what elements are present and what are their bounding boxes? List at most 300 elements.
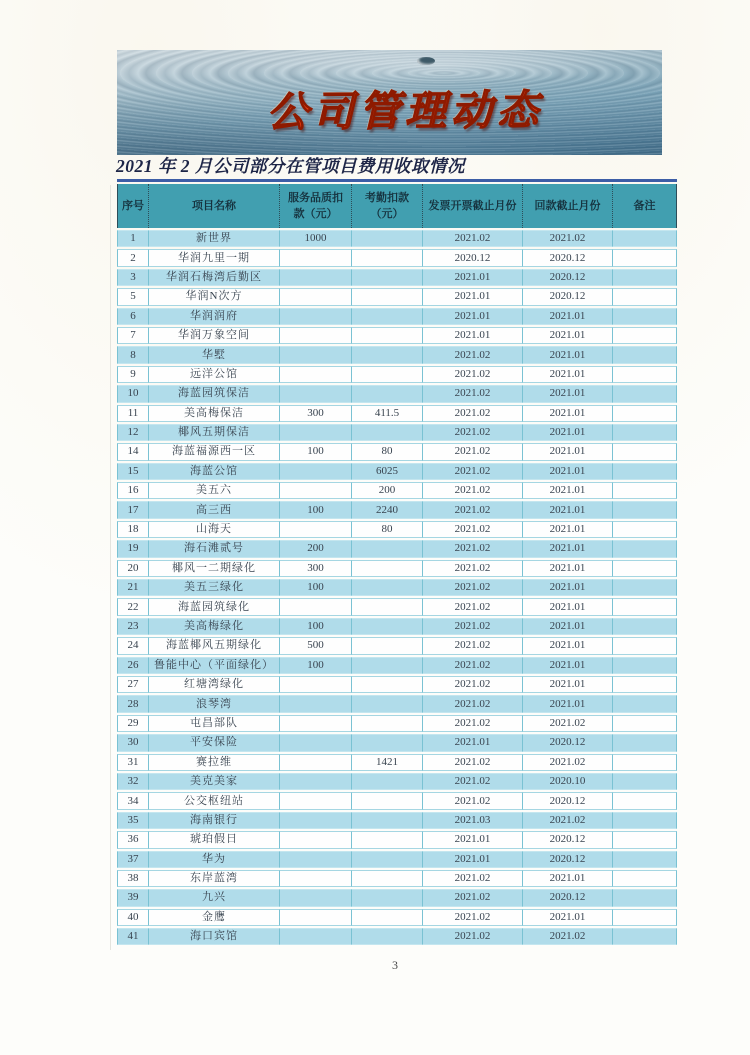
table-cell: 华润润府	[149, 308, 280, 325]
table-cell: 200	[352, 482, 423, 499]
table-cell	[352, 269, 423, 286]
table-cell: 2021.02	[423, 521, 523, 538]
table-cell	[613, 521, 677, 538]
table-cell: 2020.12	[523, 889, 613, 906]
table-cell: 2021.01	[523, 579, 613, 596]
table-row	[117, 463, 677, 480]
table-cell: 东岸蓝湾	[149, 870, 280, 887]
page-number: 3	[392, 958, 398, 972]
table-cell	[613, 385, 677, 402]
table-row	[117, 618, 677, 635]
table-cell: 红塘湾绿化	[149, 676, 280, 693]
table-cell: 赛拉维	[149, 754, 280, 771]
table-cell: 琥珀假日	[149, 831, 280, 848]
table-cell	[280, 792, 352, 809]
table-cell: 2021.02	[423, 637, 523, 654]
table-cell: 华润万象空间	[149, 327, 280, 344]
table-cell	[613, 230, 677, 247]
table-cell: 2021.02	[423, 463, 523, 480]
table-cell	[280, 754, 352, 771]
table-cell	[613, 269, 677, 286]
table-cell	[280, 676, 352, 693]
table-cell: 2021.01	[523, 598, 613, 615]
table-cell	[280, 870, 352, 887]
table-cell	[280, 463, 352, 480]
table-cell: 500	[280, 637, 352, 654]
table-cell: 2021.01	[523, 385, 613, 402]
table-cell: 37	[117, 851, 149, 868]
page-heading: 2021 年 2 月公司部分在管项目费用收取情况	[116, 156, 465, 176]
table-cell: 100	[280, 618, 352, 635]
table-cell: 2020.12	[523, 792, 613, 809]
table-cell: 38	[117, 870, 149, 887]
table-cell: 2021.02	[423, 560, 523, 577]
table-cell: 34	[117, 792, 149, 809]
table-cell: 100	[280, 501, 352, 518]
table-cell: 美克美家	[149, 773, 280, 790]
table-row	[117, 754, 677, 771]
table-cell	[280, 773, 352, 790]
table-row	[117, 695, 677, 712]
table-cell: 100	[280, 579, 352, 596]
table-cell: 3	[117, 269, 149, 286]
table-cell: 2021.01	[523, 695, 613, 712]
table-cell: 美高梅绿化	[149, 618, 280, 635]
table-cell: 6025	[352, 463, 423, 480]
table-cell: 22	[117, 598, 149, 615]
table-cell: 200	[280, 540, 352, 557]
column-header: 备注	[613, 184, 677, 228]
table-cell: 31	[117, 754, 149, 771]
table-cell	[613, 928, 677, 945]
table-row	[117, 773, 677, 790]
table-cell: 2021.01	[523, 560, 613, 577]
banner-title: 公司管理动态	[266, 86, 544, 136]
table-cell	[352, 424, 423, 441]
table-cell	[613, 346, 677, 363]
table-cell	[613, 734, 677, 751]
table-row	[117, 851, 677, 868]
table-row	[117, 230, 677, 247]
table-cell	[352, 734, 423, 751]
table-row	[117, 269, 677, 286]
column-header: 发票开票截止月份	[423, 184, 523, 228]
table-cell: 华墅	[149, 346, 280, 363]
table-cell: 26	[117, 657, 149, 674]
table-cell: 300	[280, 405, 352, 422]
table-cell	[352, 560, 423, 577]
table-cell	[352, 327, 423, 344]
table-row	[117, 676, 677, 693]
table-cell	[352, 909, 423, 926]
column-header: 服务品质扣款（元）	[280, 184, 352, 228]
table-cell	[352, 288, 423, 305]
table-row	[117, 598, 677, 615]
table-cell: 2021.02	[423, 598, 523, 615]
table-cell	[352, 851, 423, 868]
table-row	[117, 734, 677, 751]
table-cell: 2020.12	[523, 249, 613, 266]
table-cell: 18	[117, 521, 149, 538]
table-cell	[352, 366, 423, 383]
table-cell: 2021.01	[423, 831, 523, 848]
table-cell: 2021.02	[423, 676, 523, 693]
table-cell: 2021.01	[523, 405, 613, 422]
table-row	[117, 308, 677, 325]
table-cell: 2021.01	[523, 482, 613, 499]
table-cell	[280, 366, 352, 383]
table-cell: 28	[117, 695, 149, 712]
table-cell	[613, 443, 677, 460]
table-cell	[613, 288, 677, 305]
table-row	[117, 928, 677, 945]
table-cell: 海蓝公馆	[149, 463, 280, 480]
table-cell: 浪琴湾	[149, 695, 280, 712]
table-cell: 2020.10	[523, 773, 613, 790]
table-cell: 九兴	[149, 889, 280, 906]
table-cell	[280, 249, 352, 266]
table-cell: 2021.02	[423, 754, 523, 771]
table-cell: 2021.01	[423, 734, 523, 751]
table-row	[117, 249, 677, 266]
table-cell: 2021.02	[423, 366, 523, 383]
table-cell: 2021.01	[523, 443, 613, 460]
table-row	[117, 521, 677, 538]
table-cell: 2021.02	[523, 230, 613, 247]
table-cell: 华润N次方	[149, 288, 280, 305]
table-cell: 海石滩贰号	[149, 540, 280, 557]
table-cell: 2021.02	[423, 909, 523, 926]
table-row	[117, 831, 677, 848]
table-cell	[613, 618, 677, 635]
table-cell: 2020.12	[523, 734, 613, 751]
table-cell	[352, 618, 423, 635]
table-cell: 2021.02	[523, 754, 613, 771]
table-cell	[613, 695, 677, 712]
table-cell: 华润九里一期	[149, 249, 280, 266]
table-cell	[613, 482, 677, 499]
table-cell: 2021.02	[423, 695, 523, 712]
table-cell	[280, 734, 352, 751]
table-cell: 鲁能中心（平面绿化）	[149, 657, 280, 674]
table-cell: 金鹰	[149, 909, 280, 926]
table-cell	[280, 288, 352, 305]
table-cell: 2021.01	[523, 308, 613, 325]
table-cell	[280, 424, 352, 441]
table-cell	[352, 676, 423, 693]
table-cell: 14	[117, 443, 149, 460]
table-cell: 5	[117, 288, 149, 305]
table-cell: 2021.02	[423, 928, 523, 945]
table-cell: 1421	[352, 754, 423, 771]
table-cell	[613, 676, 677, 693]
table-cell: 2021.01	[523, 618, 613, 635]
table-row	[117, 870, 677, 887]
table-cell: 2021.02	[423, 482, 523, 499]
table-cell: 41	[117, 928, 149, 945]
table-row	[117, 366, 677, 383]
table-cell: 1000	[280, 230, 352, 247]
table-cell: 2021.01	[423, 308, 523, 325]
table-cell: 2021.01	[523, 909, 613, 926]
table-cell: 2021.01	[423, 851, 523, 868]
table-cell	[280, 909, 352, 926]
table-cell	[613, 657, 677, 674]
table-cell	[280, 482, 352, 499]
table-cell	[280, 812, 352, 829]
table-cell: 2021.01	[523, 327, 613, 344]
table-cell	[352, 637, 423, 654]
table-cell: 300	[280, 560, 352, 577]
table-cell: 海南银行	[149, 812, 280, 829]
table-cell: 2	[117, 249, 149, 266]
table-cell	[352, 385, 423, 402]
table-cell: 山海天	[149, 521, 280, 538]
table-row	[117, 443, 677, 460]
column-header: 序号	[117, 184, 149, 228]
table-cell	[613, 754, 677, 771]
table-cell	[280, 521, 352, 538]
table-cell: 9	[117, 366, 149, 383]
table-cell: 2021.01	[523, 521, 613, 538]
table-cell	[280, 889, 352, 906]
table-cell	[613, 560, 677, 577]
table-row	[117, 424, 677, 441]
table-cell: 2021.03	[423, 812, 523, 829]
table-row	[117, 560, 677, 577]
table-cell: 美高梅保洁	[149, 405, 280, 422]
table-cell	[352, 889, 423, 906]
table-cell: 2021.01	[523, 463, 613, 480]
table-cell: 平安保险	[149, 734, 280, 751]
table-cell	[613, 405, 677, 422]
table-cell	[352, 598, 423, 615]
table-cell: 2021.01	[423, 288, 523, 305]
table-row	[117, 288, 677, 305]
table-cell: 2021.02	[423, 424, 523, 441]
table-cell: 2021.02	[523, 928, 613, 945]
table-cell	[352, 540, 423, 557]
table-cell: 8	[117, 346, 149, 363]
table-row	[117, 792, 677, 809]
water-droplet-icon	[417, 57, 435, 65]
table-row	[117, 405, 677, 422]
table-cell	[352, 928, 423, 945]
table-cell: 39	[117, 889, 149, 906]
table-header-row	[117, 184, 677, 228]
table-cell: 6	[117, 308, 149, 325]
table-cell: 华为	[149, 851, 280, 868]
table-cell	[352, 308, 423, 325]
table-cell	[280, 327, 352, 344]
table-cell: 椰风一二期绿化	[149, 560, 280, 577]
table-cell	[280, 346, 352, 363]
table-row	[117, 540, 677, 557]
table-cell: 2021.01	[523, 540, 613, 557]
table-cell: 2021.02	[423, 405, 523, 422]
table-cell	[613, 870, 677, 887]
table-cell: 36	[117, 831, 149, 848]
table-cell	[613, 637, 677, 654]
table-cell	[613, 501, 677, 518]
table-cell: 海蓝园筑保洁	[149, 385, 280, 402]
table-cell: 100	[280, 657, 352, 674]
table-cell	[352, 773, 423, 790]
table-cell	[613, 889, 677, 906]
table-cell: 新世界	[149, 230, 280, 247]
table-cell: 21	[117, 579, 149, 596]
table-cell: 100	[280, 443, 352, 460]
table-cell: 2021.02	[523, 812, 613, 829]
table-cell	[280, 831, 352, 848]
table-cell: 屯昌部队	[149, 715, 280, 732]
table-cell	[613, 424, 677, 441]
table-cell	[613, 851, 677, 868]
table-cell: 2021.01	[523, 870, 613, 887]
table-cell: 海蓝福源西一区	[149, 443, 280, 460]
table-cell: 29	[117, 715, 149, 732]
table-cell	[352, 831, 423, 848]
table-cell: 2021.02	[423, 618, 523, 635]
table-cell: 2021.01	[523, 637, 613, 654]
table-cell: 公交枢纽站	[149, 792, 280, 809]
table-cell: 7	[117, 327, 149, 344]
table-cell	[613, 579, 677, 596]
table-cell	[280, 715, 352, 732]
table-row	[117, 637, 677, 654]
table-cell: 411.5	[352, 405, 423, 422]
table-cell: 2021.02	[423, 715, 523, 732]
table-cell	[352, 695, 423, 712]
table-cell	[352, 792, 423, 809]
table-cell: 40	[117, 909, 149, 926]
table-cell	[352, 230, 423, 247]
fee-table-container	[117, 179, 677, 947]
column-header: 考勤扣款（元）	[352, 184, 423, 228]
table-cell: 2021.01	[423, 269, 523, 286]
table-cell: 2021.02	[423, 346, 523, 363]
table-cell: 海口宾馆	[149, 928, 280, 945]
table-cell: 2021.02	[423, 870, 523, 887]
table-cell: 椰风五期保洁	[149, 424, 280, 441]
table-cell	[613, 831, 677, 848]
table-cell: 2021.02	[423, 385, 523, 402]
table-row	[117, 385, 677, 402]
table-row	[117, 346, 677, 363]
table-row	[117, 482, 677, 499]
table-cell: 2020.12	[523, 831, 613, 848]
table-cell: 12	[117, 424, 149, 441]
table-cell: 17	[117, 501, 149, 518]
table-cell: 2021.02	[423, 792, 523, 809]
table-cell: 海蓝椰风五期绿化	[149, 637, 280, 654]
table-cell: 2020.12	[523, 269, 613, 286]
table-row	[117, 715, 677, 732]
table-cell: 11	[117, 405, 149, 422]
table-cell	[613, 463, 677, 480]
table-cell: 2021.02	[423, 889, 523, 906]
table-cell: 2021.01	[523, 501, 613, 518]
table-cell: 2021.01	[523, 346, 613, 363]
table-cell: 10	[117, 385, 149, 402]
table-cell	[352, 346, 423, 363]
table-cell	[352, 579, 423, 596]
table-cell	[352, 715, 423, 732]
table-cell: 2021.01	[523, 366, 613, 383]
table-cell: 2020.12	[523, 288, 613, 305]
table-row	[117, 909, 677, 926]
table-cell	[280, 269, 352, 286]
table-cell	[613, 540, 677, 557]
table-cell: 80	[352, 521, 423, 538]
scan-edge-artifact	[110, 185, 111, 950]
table-cell: 35	[117, 812, 149, 829]
table-cell: 24	[117, 637, 149, 654]
table-cell: 2021.01	[523, 657, 613, 674]
table-cell	[613, 909, 677, 926]
table-cell	[280, 928, 352, 945]
table-cell	[280, 851, 352, 868]
table-cell: 16	[117, 482, 149, 499]
table-cell	[280, 695, 352, 712]
column-header: 回款截止月份	[523, 184, 613, 228]
table-cell: 2021.02	[423, 579, 523, 596]
table-cell	[613, 598, 677, 615]
table-cell: 23	[117, 618, 149, 635]
table-cell	[280, 598, 352, 615]
table-cell: 30	[117, 734, 149, 751]
table-cell: 2020.12	[423, 249, 523, 266]
table-cell	[613, 792, 677, 809]
banner-image	[117, 50, 662, 155]
table-row	[117, 889, 677, 906]
table-cell: 80	[352, 443, 423, 460]
table-cell: 15	[117, 463, 149, 480]
table-cell	[613, 715, 677, 732]
table-cell	[613, 773, 677, 790]
table-cell	[352, 249, 423, 266]
table-cell: 2021.02	[423, 657, 523, 674]
table-cell: 1	[117, 230, 149, 247]
table-cell	[352, 812, 423, 829]
table-cell: 2021.02	[423, 540, 523, 557]
table-cell: 美五六	[149, 482, 280, 499]
table-cell	[613, 327, 677, 344]
table-cell: 2021.02	[423, 501, 523, 518]
table-cell: 2021.02	[423, 443, 523, 460]
table-cell: 2021.01	[523, 676, 613, 693]
table-row	[117, 327, 677, 344]
table-cell: 海蓝园筑绿化	[149, 598, 280, 615]
table-cell	[352, 870, 423, 887]
table-cell	[613, 308, 677, 325]
table-cell	[280, 308, 352, 325]
table-cell: 远洋公馆	[149, 366, 280, 383]
table-row	[117, 501, 677, 518]
table-cell: 华润石梅湾后勤区	[149, 269, 280, 286]
table-cell: 高三西	[149, 501, 280, 518]
table-cell: 32	[117, 773, 149, 790]
table-cell: 20	[117, 560, 149, 577]
table-cell	[613, 366, 677, 383]
table-cell: 2020.12	[523, 851, 613, 868]
table-cell: 2240	[352, 501, 423, 518]
table-cell	[352, 657, 423, 674]
table-cell	[613, 249, 677, 266]
fee-table	[117, 182, 677, 947]
table-row	[117, 579, 677, 596]
table-cell: 美五三绿化	[149, 579, 280, 596]
